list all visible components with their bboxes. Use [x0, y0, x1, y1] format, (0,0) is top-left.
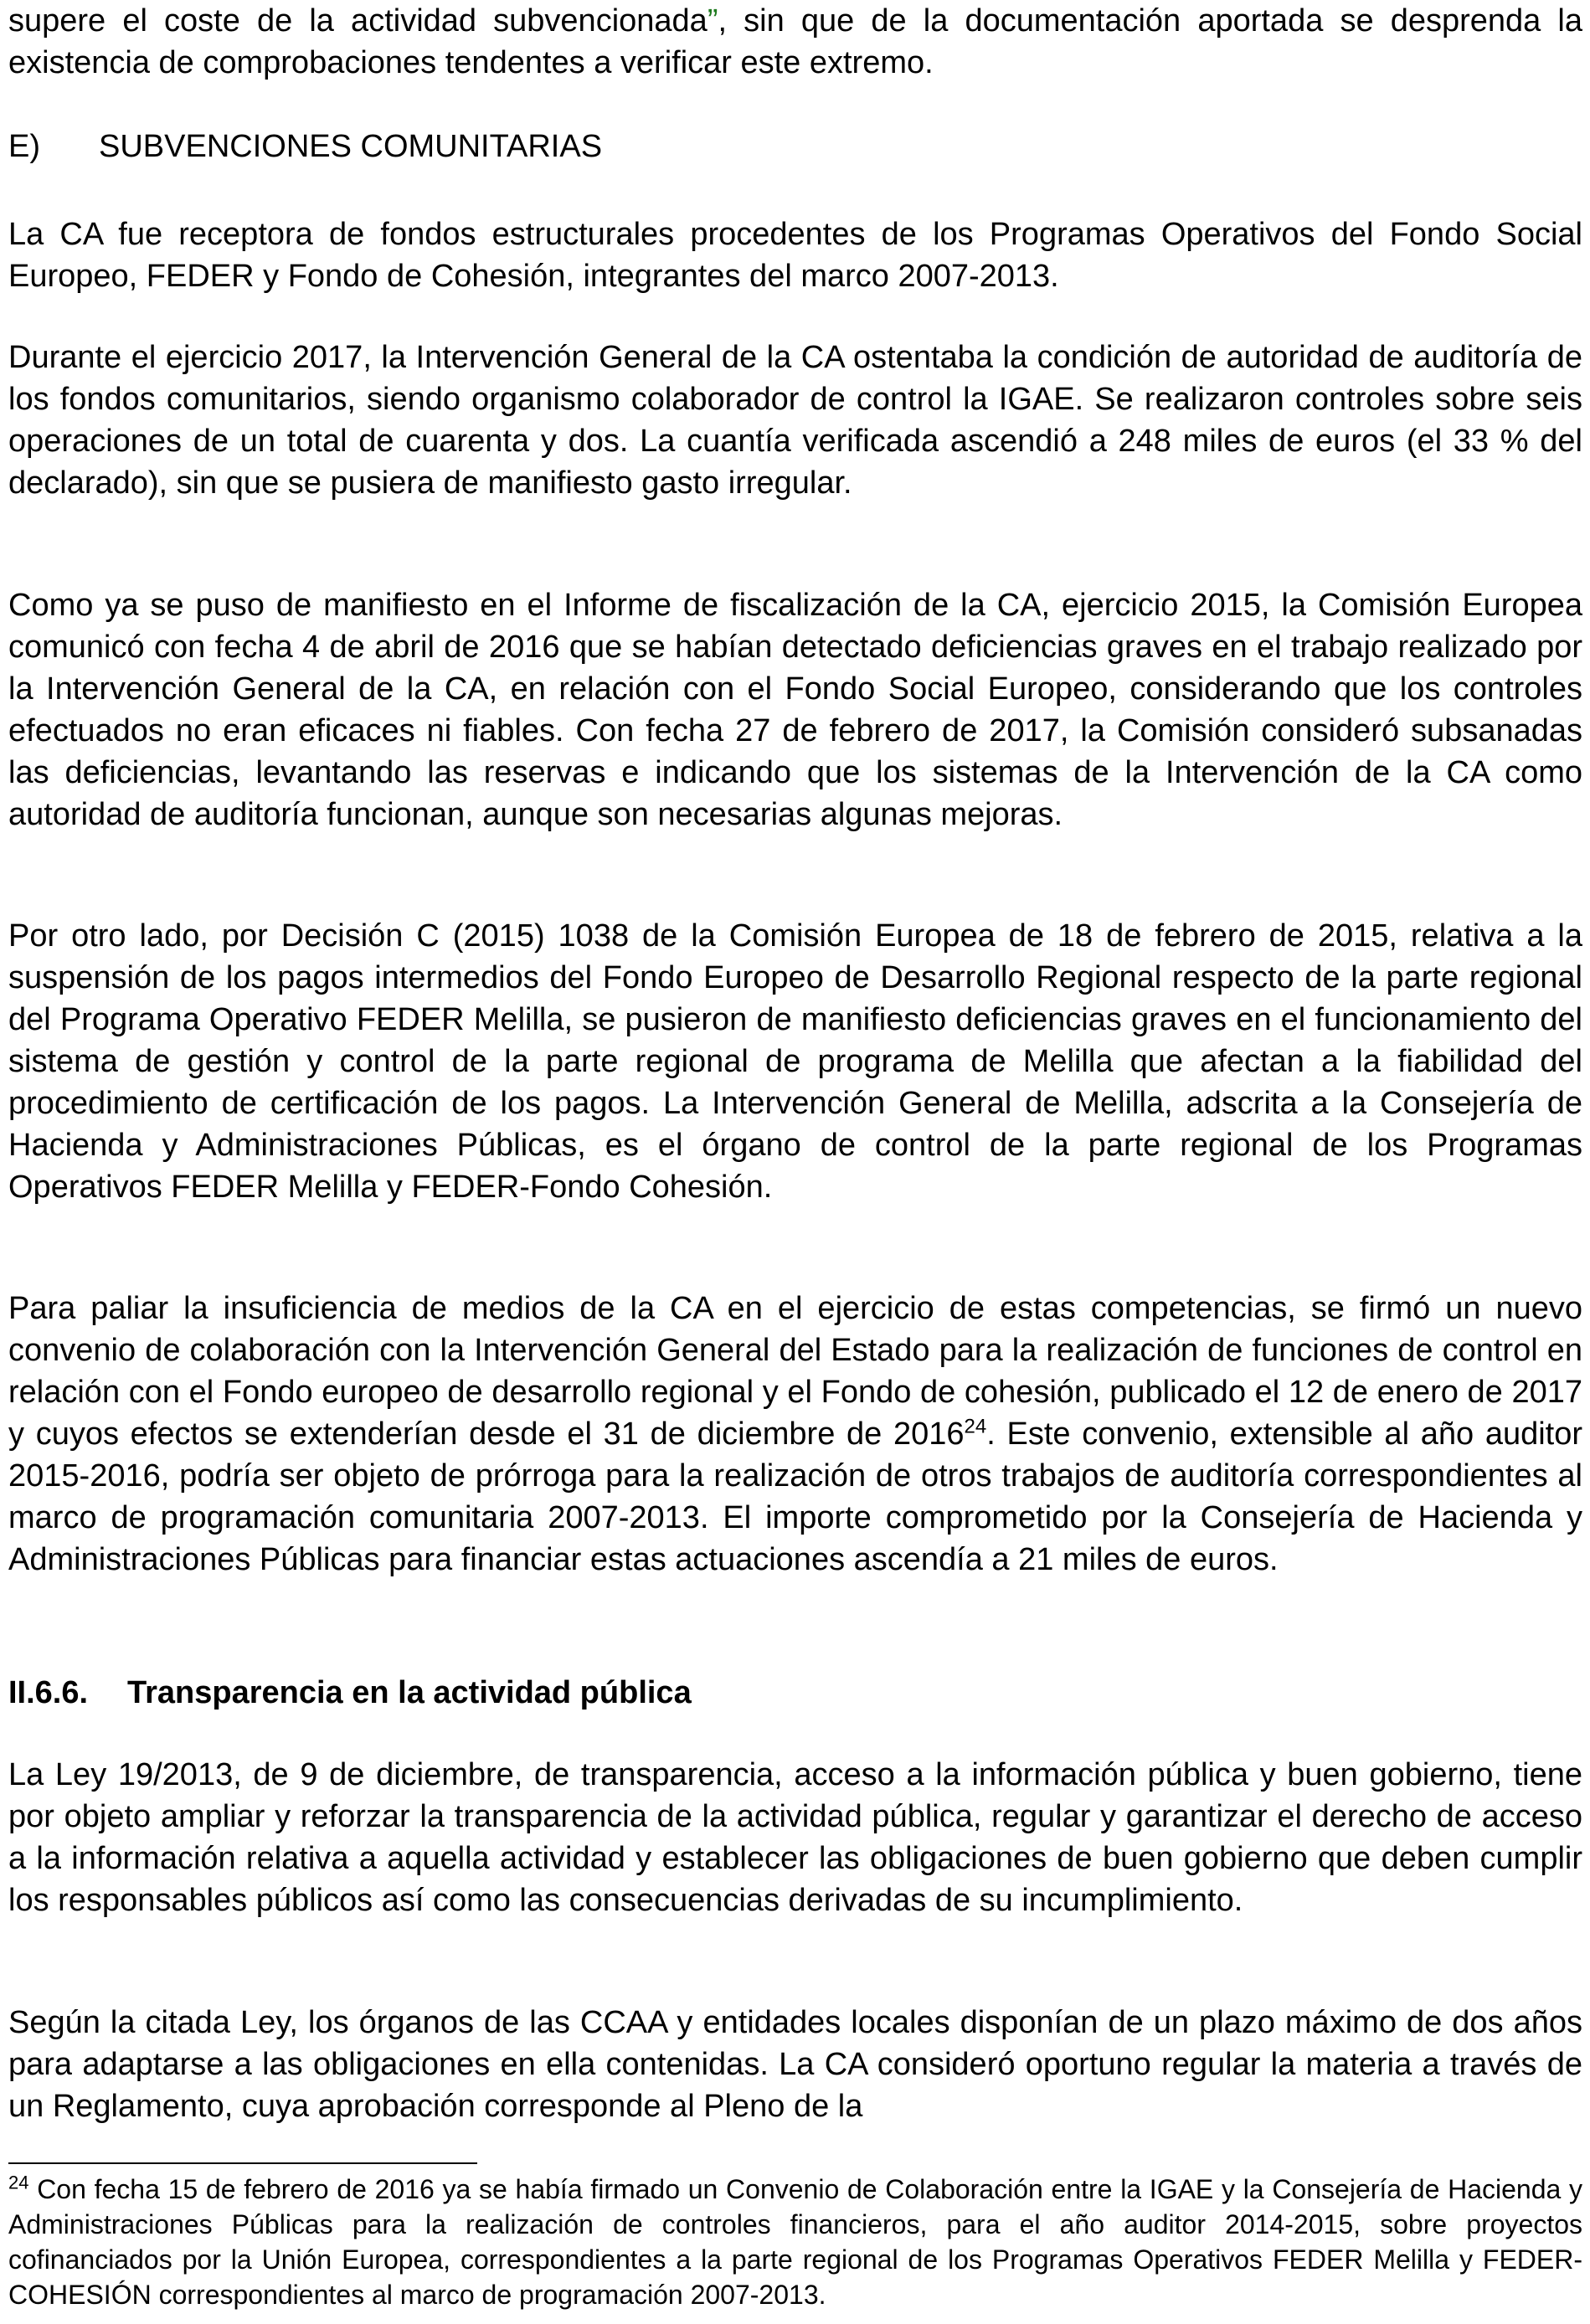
- footnote-reference[interactable]: 24: [964, 1415, 987, 1438]
- footnote-24: [8, 2172, 1582, 2312]
- paragraph-decision-2015: Por otro lado, por Decisión C (2015) 1038 de la Comisión Europea de 18 de febrero de 2015, relativa a la suspensión de los pagos intermedios del Fondo Europeo de Desarrollo Regional respecto de la parte regional del Programa Operativo FEDER Melilla, se pusieron de manifiesto deficiencias graves en el funcionamiento del sistema de gestión y control de la parte regional de programa de Melilla que afectan a la fiabilidad del procedimiento de certificación de los pagos. La Intervención General de Melilla, adscrita a la Consejería de Hacienda y Administraciones Públicas, es el órgano de control de la parte regional de los Programas Operativos FEDER Melilla y FEDER-Fondo Cohesión.: [8, 918, 1582, 1205]
- section-e-heading: [8, 126, 1582, 167]
- paragraph-comision-europea: Como ya se puso de manifiesto en el Informe de fiscalización de la CA, ejercicio 2015, la Comisión Europea comunicó con fecha 4 de abril de 2016 que se habían detectado deficiencias graves en el trabajo realizado por la Intervención General de la CA, en relación con el Fondo Social Europeo, considerando que los controles efectuados no eran eficaces ni fiables. Con fecha 27 de febrero de 2017, la Comisión consideró subsanadas las deficiencias, levantando las reservas e indicando que los sistemas de la Intervención de la CA como autoridad de auditoría funcionan, aunque son necesarias algunas mejoras.: [8, 588, 1582, 832]
- paragraph-fondos-estructurales: La CA fue receptora de fondos estructurales procedentes de los Programas Operativos del Fondo Social Europeo, FEDER y Fondo de Cohesión, integrantes del marco 2007-2013.: [8, 217, 1582, 294]
- section-266-title: Transparencia en la actividad pública: [127, 1675, 692, 1710]
- intro-after-quote: , sin que de la documentación aportada se desprenda la existencia de comprobaciones tendentes a verificar este extremo.: [8, 3, 1583, 80]
- intro-before-quote: supere el coste de la actividad subvencionada: [8, 3, 708, 39]
- paragraph-segun-ley: Según la citada Ley, los órganos de las CCAA y entidades locales disponían de un plazo máximo de dos años para adaptarse a las obligaciones en ella contenidas. La CA consideró oportuno regular la materia a través de un Reglamento, cuya aprobación corresponde al Pleno de la: [8, 2005, 1582, 2124]
- section-266-number: II.6.6.: [8, 1675, 89, 1710]
- section-266-heading: [8, 1672, 1582, 1714]
- intro-paragraph: [8, 0, 1582, 84]
- intro-quote-mark: ”: [707, 3, 718, 39]
- convenio-text-before: Para paliar la insuficiencia de medios de la CA en el ejercicio de estas competencias, se firmó un nuevo convenio de colaboración con la Intervención General del Estado para la realización de funciones de control en relación con el Fondo europeo de desarrollo regional y el Fondo de cohesión, publicado el 12 de enero de 2017 y cuyos efectos se extenderían desde el 31 de diciembre de 2016: [8, 1291, 1582, 1452]
- footnote-separator: [8, 2162, 477, 2164]
- section-e-title: SUBVENCIONES COMUNITARIAS: [99, 129, 603, 164]
- paragraph-ejercicio-2017: Durante el ejercicio 2017, la Intervención General de la CA ostentaba la condición de autoridad de auditoría de los fondos comunitarios, siendo organismo colaborador de control la IGAE. Se realizaron controles sobre seis operaciones de un total de cuarenta y dos. La cuantía verificada ascendió a 248 miles de euros (el 33 % del declarado), sin que se pusiera de manifiesto gasto irregular.: [8, 340, 1582, 501]
- paragraph-ley-19-2013: La Ley 19/2013, de 9 de diciembre, de transparencia, acceso a la información pública y buen gobierno, tiene por objeto ampliar y reforzar la transparencia de la actividad pública, regular y garantizar el derecho de acceso a la información relativa a aquella actividad y establecer las obligaciones de buen gobierno que deben cumplir los responsables públicos así como las consecuencias derivadas de su incumplimiento.: [8, 1757, 1582, 1918]
- section-e-letter: E): [8, 129, 40, 164]
- footnote-text: Con fecha 15 de febrero de 2016 ya se había firmado un Convenio de Colaboración entre la IGAE y la Consejería de Hacienda y Administraciones Públicas para la realización de controles financieros, para el año auditor 2014-2015, sobre proyectos cofinanciados por la Unión Europea, correspondientes a la parte regional de los Programas Operativos FEDER Melilla y FEDER-COHESIÓN correspondientes al marco de programación 2007-2013.: [8, 2174, 1582, 2310]
- paragraph-convenio: [8, 1288, 1582, 1581]
- convenio-text-after: . Este convenio, extensible al año auditor 2015-2016, podría ser objeto de prórroga para la realización de otros trabajos de auditoría correspondientes al marco de programación comunitaria 2007-2013. El importe comprometido por la Consejería de Hacienda y Administraciones Públicas para financiar estas actuaciones ascendía a 21 miles de euros.: [8, 1417, 1583, 1577]
- footnote-number: 24: [8, 2172, 29, 2193]
